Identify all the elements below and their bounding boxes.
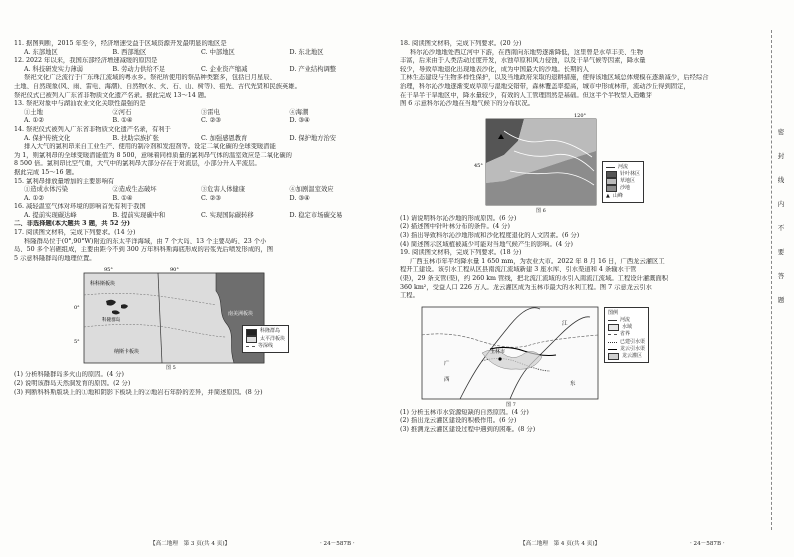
passage2-line: 为 1，则氯利昂的全球变暖潜能值为 8 500，意味着同样质量的氯利昂气体的温室效应是二氧化碳的	[14, 151, 292, 159]
q18-text-line: 工林生态建设与生物多样性保护，以及当地政府采取的退耕措施，使得该地区域总体规模在逐渐减少，后经综合	[400, 74, 709, 82]
passage2-line: 排入大气的氯利昂来自工业生产、使用的制冷剂和发泡剂等。设定二氧化碳的全球变暖潜能	[24, 143, 276, 151]
q18-question: (4) 简述图示区域植被减少可能对当地气候产生的影响。(4 分)	[400, 240, 573, 248]
q18-text-line: 丰富，后来由于人类活动过度开发，水蚀草原和风力侵蚀，以及干旱气候等因素，降水量	[400, 57, 646, 65]
swatch	[246, 346, 255, 347]
q15-item: ④加剧温室效应	[289, 186, 334, 194]
swatch	[246, 329, 257, 336]
region-label: 东	[570, 380, 576, 387]
legend-item: 已建引水渠	[608, 339, 645, 346]
q16-option-a: A. 提前实现碳达峰	[24, 211, 77, 219]
binding-char: 内	[777, 200, 785, 208]
legend-item: 科隆群岛	[246, 328, 285, 335]
q15-stem: 15. 氯利昂排放量增加的主要影响有	[14, 177, 115, 185]
q13-item: ②河石	[112, 108, 132, 116]
lat-label: 45°	[474, 162, 483, 169]
swatch	[608, 342, 617, 343]
q14-options	[14, 135, 378, 144]
q17-text-line: 科隆群岛位于(0°,90°W)附近的东太平洋海域，由 7 个大岛、13 个主要岛屿、23 个小	[24, 237, 267, 245]
city-label: 玉林市	[490, 348, 506, 355]
q12-option-c: C. 企业资产缩减	[201, 65, 248, 73]
figure-5-caption: 图 5	[166, 365, 176, 372]
figure-5-map	[66, 265, 306, 371]
swatch	[608, 320, 617, 321]
swatch	[608, 324, 619, 331]
q11-options	[14, 49, 378, 58]
q15-items	[14, 186, 378, 195]
q16-option-c: C. 实现国际碳转移	[201, 211, 254, 219]
q11-option-d: D. 东北地区	[289, 48, 324, 56]
q13-item: ④海潮	[289, 108, 309, 116]
q17-question: (3) 判断科科斯版块上的①地和阴影下板块上的②地岩石年龄的差异，并简述原因。(8 分)	[14, 388, 263, 396]
binding-char: 题	[777, 296, 785, 304]
legend-item: 河流	[606, 164, 640, 171]
q13-item: ③雷电	[201, 108, 220, 116]
q18-stem: 18. 阅读图文材料，完成下列要求。(20 分)	[400, 40, 522, 47]
swatch	[608, 353, 619, 360]
q15-item: ①造成水体污染	[24, 186, 69, 194]
footer-right-page: 【高二地理 第 4 页(共 4 页)】	[520, 541, 601, 547]
binding-char: 封	[777, 152, 785, 160]
lon-label-95: 95°	[104, 267, 113, 274]
q12-option-a: A. 科技研发实力薄弱	[24, 65, 83, 73]
q14-option-b: B. 扶助宗族扩张	[112, 134, 159, 142]
footer-left-code: · 24－587B ·	[320, 541, 355, 547]
q17-text-line: 5 示意科隆群岛的地理位置。	[14, 254, 96, 262]
figure-5-legend	[242, 325, 289, 353]
right-column	[400, 40, 760, 434]
q13-items	[14, 109, 378, 118]
q13-item: ①土地	[24, 108, 43, 116]
figure-7-legend	[604, 307, 649, 363]
figure-6-legend	[602, 161, 644, 203]
q18-text-line: 科尔沁沙地地处西辽河中下游，在西南向东地势逐渐降低，这里曾是水草丰美、生物	[410, 48, 643, 56]
q14-stem: 14. 祭祀仪式被列入广东省非物质文化遗产名录，有利于	[14, 125, 171, 133]
binding-char: 线	[777, 176, 785, 184]
q15-answer-b: B. ①④	[112, 194, 133, 202]
lon-label: 120°	[574, 112, 587, 119]
q13-answer-d: D. ③④	[289, 117, 310, 125]
legend-item: 龙云引水渠	[608, 346, 645, 353]
swatch	[608, 349, 617, 350]
figure-6-caption: 图 6	[536, 207, 546, 214]
figure-5	[66, 265, 306, 371]
passage1-line: 土地、自然现象(风、雨、雷电、海潮)、自然物(水、火、石、山、树等)、祖先、古代先贤和民族英雄。	[14, 82, 301, 90]
q12-stem: 12. 2022 年以来，我国东部经济增速减缓的原因是	[14, 57, 158, 65]
binding-margin	[776, 120, 786, 312]
q11-option-b: B. 西部地区	[112, 48, 147, 56]
legend-item: 龙云灌区	[608, 353, 645, 360]
q18-text-line: 治理，科尔沁沙地逐渐变成草原与湿地交错带，森林覆盖率提高，城市中形成林带，流动沙丘得到固定，	[400, 82, 690, 90]
lat-label-0: 0°	[74, 305, 80, 312]
q13-answer-c: C. ②③	[201, 117, 221, 125]
q18-question: (2) 描述图中针叶林分布的条件。(4 分)	[400, 223, 510, 231]
q19-question: (3) 推测龙云灌区建设过程中遇到的困难。(8 分)	[400, 425, 536, 433]
legend-item: 河流	[608, 317, 645, 324]
q18-text-line: 在干旱半干旱地区中，降水量较少，有效的人工管理固然是基础。但这半个半牧型人造嫩芽	[400, 91, 652, 99]
legend-item: 针叶林区	[606, 171, 640, 178]
plate-label: 科科斯板块	[90, 281, 116, 288]
passage1-line: 祭祀文化广泛流行于广东珠江流域的粤水乡。祭祀所使用的祭品种类繁多，包括日月星辰、	[24, 74, 276, 82]
swatch	[608, 334, 617, 335]
binding-char: 答	[777, 272, 785, 280]
q16-options	[14, 212, 378, 221]
figure-7	[420, 305, 670, 409]
q15-answer-d: D. ③④	[289, 194, 310, 202]
swatch	[606, 185, 617, 192]
q12-option-b: B. 劳动力供给不足	[112, 65, 166, 73]
passage1-line: 祭祀仪式已被列入广东省非物质文化遗产名录。据此完成 13～14 题。	[14, 91, 211, 99]
figure-6	[464, 111, 654, 215]
q14-option-c: C. 加强感恩教育	[201, 134, 248, 142]
q14-option-d: D. 保护地方治安	[289, 134, 337, 142]
q14-option-a: A. 保护传统文化	[24, 134, 71, 142]
island-label: 科隆群岛	[102, 318, 121, 324]
legend-item: 太平洋板块	[246, 336, 285, 343]
q12-options	[14, 66, 378, 75]
q19-text-line: 广西玉林市年平均降水量 1 650 mm，为农业大市。2022 年 8 月 16 日，广西龙云灌区工	[410, 257, 665, 265]
q17-question: (1) 分析科隆群岛多火山的原因。(4 分)	[14, 371, 124, 379]
q18-question: (3) 指出导致科尔沁沙地形成和沙化程度退化的人文因素。(6 分)	[400, 231, 580, 239]
q19-question: (1) 分析玉林市水资源短缺的自然原因。(4 分)	[400, 408, 529, 416]
left-column	[14, 40, 378, 397]
region-label: 江	[562, 320, 568, 327]
q16-stem: 16. 减轻温室气体对环境的影响首先有利于我国	[14, 203, 146, 211]
q17-question: (2) 说明该群岛天然洞发育的原因。(2 分)	[14, 380, 131, 388]
legend-item: ▲ 山峰	[606, 192, 623, 199]
legend-item: 水域	[608, 324, 645, 331]
swatch	[606, 178, 617, 185]
q15-answers	[14, 195, 378, 204]
binding-char: 要	[777, 248, 785, 256]
swatch	[606, 167, 615, 168]
q19-text-line: 程开工建设。该引水工程从区县南流江流域新建 3 座水库、引水渠道和 4 条输水干管	[400, 266, 637, 274]
q11-option-c: C. 中部地区	[201, 48, 235, 56]
q12-option-d: D. 产业结构调整	[289, 65, 337, 73]
q13-answers	[14, 117, 378, 126]
q18-question: (1) 请说明科尔沁沙地的形成原因。(6 分)	[400, 214, 517, 222]
q19-text-line: 360 km²，受益人口 226 万人。龙云灌区成为玉林市最大的水利工程。图 7 示意龙云引水	[400, 283, 652, 291]
lon-label-90: 90°	[170, 267, 179, 274]
q15-item: ②造成生态破坏	[112, 186, 157, 194]
peak-icon: ▲	[606, 192, 610, 199]
q19-question: (2) 指出龙云灌区建设的积极作用。(6 分)	[400, 417, 517, 425]
q18-text-line: 较少，导致草地退化出现地表沙化，成为中国最大的沙地。长期的人	[400, 65, 589, 73]
q16-option-b: B. 提前实现碳中和	[112, 211, 166, 219]
yulin-city-marker	[498, 357, 501, 360]
legend-title: 图例	[608, 309, 619, 316]
figure-7-caption: 图 7	[506, 401, 516, 408]
q15-answer-c: C. ②③	[201, 194, 221, 202]
plate-label: 纳斯卡板块	[114, 349, 140, 356]
legend-item: 草地区	[606, 178, 640, 185]
swatch	[606, 171, 617, 178]
q16-option-d: D. 稳定市场碳交易	[289, 211, 343, 219]
q15-answer-a: A. ①②	[24, 194, 44, 202]
binding-char: 密	[777, 128, 785, 136]
legend-item: 等深线	[246, 343, 285, 350]
passage2-line: 据此完成 15～16 题。	[14, 168, 79, 176]
q19-stem: 19. 阅读图文材料，完成下列要求。(18 分)	[400, 249, 522, 257]
q11-stem: 11. 据图判断，2015 年至今，经济增速受益于区域资源开发最明显的地区是	[14, 40, 227, 47]
footer-right-code: · 24－587B ·	[690, 541, 725, 547]
q13-stem: 13. 祭祀对象中与湖汕农业文化关联性最强的是	[14, 100, 146, 108]
plate-label: 南美洲板块	[228, 311, 254, 318]
footer-left-page: 【高二地理 第 3 页(共 4 页)】	[150, 541, 231, 547]
lat-label-5: 5°	[74, 339, 80, 346]
q17-text-line: 岛、50 多个岩礁组成，主要由距今不到 300 万年科科斯海底形成的岩浆先后喷发形成的，图	[14, 246, 274, 254]
binding-char: 不	[777, 224, 785, 232]
q11-option-a: A. 东部地区	[24, 48, 58, 56]
q17-stem: 17. 阅读图文材料，完成下列要求。(14 分)	[14, 229, 136, 237]
q19-text-line: (渠)，29 条支管(渠)，约 260 km 管线，把北流江流域的水引入南流江流域。工程设计灌溉面积	[400, 274, 669, 282]
region-label: 西	[444, 376, 450, 383]
legend-item: 省界	[608, 331, 645, 338]
q13-answer-a: A. ①②	[24, 117, 44, 125]
q19-text-line: 工程。	[400, 292, 419, 300]
q18-text-line: 图 6 示意科尔沁沙地在当地气候下的分布状况。	[400, 100, 534, 108]
section-2-heading: 二、非选择题(本大题共 3 题，共 52 分)	[14, 220, 131, 228]
binding-line	[771, 30, 772, 530]
q13-answer-b: B. ①④	[112, 117, 133, 125]
swatch	[246, 336, 257, 343]
legend-item: 沙地	[606, 185, 640, 192]
region-label: 广	[444, 360, 450, 367]
passage2-line: 8 500 倍。氯利昂比空气重，大气中的氯利昂大部分存在于对流层，小部分升入平流层。	[14, 160, 261, 168]
q15-item: ③危害人体健康	[201, 186, 246, 194]
